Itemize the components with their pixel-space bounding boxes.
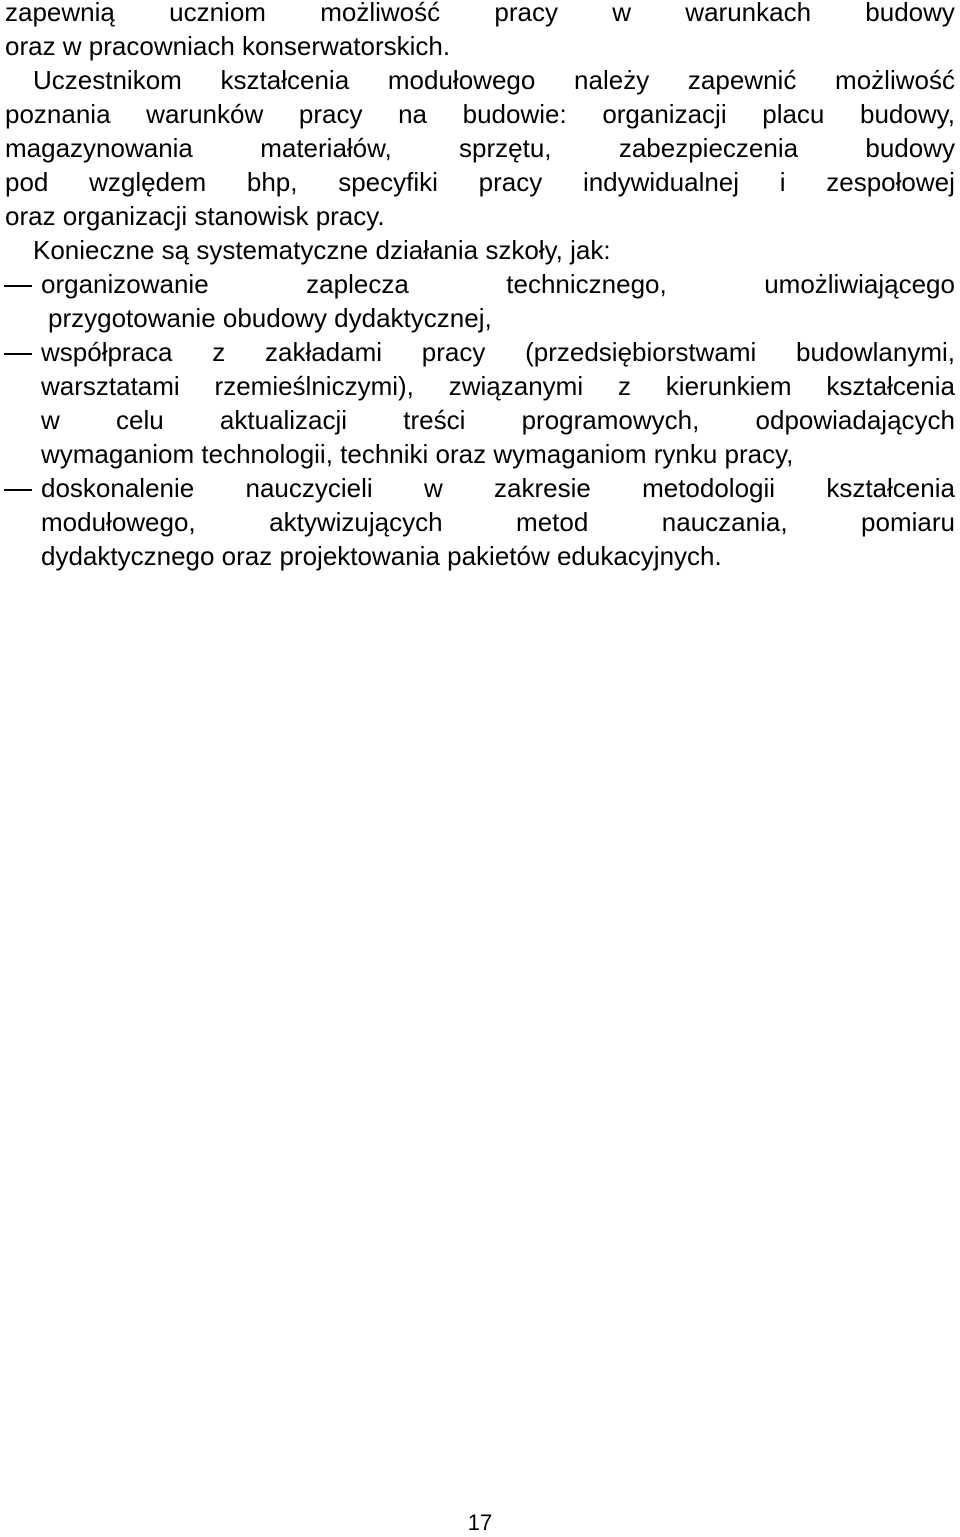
word: możliwość: [835, 65, 955, 95]
word: współpraca: [41, 337, 173, 367]
item1-line1: [41, 267, 955, 301]
word: zakresie: [493, 473, 591, 503]
word: budowie:: [462, 99, 567, 129]
word: względem: [89, 167, 207, 197]
word: z: [212, 337, 226, 367]
word: na: [398, 99, 427, 129]
p2-line3: [5, 131, 955, 165]
word: kształcenia: [220, 65, 350, 95]
word: doskonalenie: [41, 473, 195, 503]
word: z: [617, 371, 631, 401]
list-dash: [4, 489, 32, 491]
word: sprzętu,: [459, 133, 552, 163]
word: Uczestnikom: [33, 65, 182, 95]
word: nauczania,: [661, 507, 788, 537]
word: zabezpieczenia: [618, 133, 799, 163]
word: w: [423, 473, 443, 503]
p3-intro: Konieczne są systematyczne działania szkoły, jak:: [33, 235, 611, 265]
word: uczniom: [169, 0, 266, 27]
word: umożliwiającego: [764, 269, 955, 299]
word: metodologii: [642, 473, 776, 503]
word: organizacji: [602, 99, 727, 129]
word: poznania: [5, 99, 111, 129]
word: specyfiki: [338, 167, 438, 197]
word: zaplecza: [306, 269, 409, 299]
word: budowlanymi,: [796, 337, 955, 367]
word: budowy: [865, 0, 955, 27]
word: warsztatami: [41, 371, 180, 401]
word: aktualizacji: [219, 405, 348, 435]
p1-line1: [5, 0, 955, 29]
word: kształcenia: [826, 473, 955, 503]
item2-line4: wymaganiom technologii, techniki oraz wymaganiom rynku pracy,: [41, 439, 794, 469]
word: metod: [516, 507, 589, 537]
word: w: [612, 0, 632, 27]
p2-line1: [33, 63, 955, 97]
word: warunkach: [685, 0, 812, 27]
word: aktywizujących: [269, 507, 443, 537]
word: bhp,: [246, 167, 298, 197]
word: placu: [762, 99, 825, 129]
p2-line2: [5, 97, 955, 131]
item2-line3: [41, 403, 955, 437]
word: treści: [403, 405, 466, 435]
word: i: [779, 167, 786, 197]
word: pod: [5, 167, 49, 197]
word: budowy: [865, 133, 955, 163]
word: modułowego,: [41, 507, 196, 537]
page-number: 17: [467, 1510, 493, 1535]
word: indywidualnej: [582, 167, 740, 197]
word: materiałów,: [260, 133, 392, 163]
item1-line2: przygotowanie obudowy dydaktycznej,: [48, 303, 492, 333]
word: kierunkiem: [665, 371, 792, 401]
item3-line1: [41, 471, 955, 505]
word: pracy: [478, 167, 543, 197]
item3-line2: [41, 505, 955, 539]
p1-line2: oraz w pracowniach konserwatorskich.: [5, 31, 451, 61]
word: zapewnić: [687, 65, 797, 95]
word: organizowanie: [41, 269, 209, 299]
word: zapewnią: [5, 0, 115, 27]
word: modułowego: [387, 65, 536, 95]
list-dash: [4, 285, 32, 287]
word: należy: [574, 65, 650, 95]
word: kształcenia: [826, 371, 955, 401]
word: celu: [115, 405, 164, 435]
word: programowych,: [521, 405, 700, 435]
word: pomiaru: [861, 507, 955, 537]
word: rzemieślniczymi),: [214, 371, 414, 401]
word: technicznego,: [506, 269, 667, 299]
item2-line1: [41, 335, 955, 369]
word: możliwość: [320, 0, 441, 27]
word: magazynowania: [5, 133, 193, 163]
word: (przedsiębiorstwami: [525, 337, 757, 367]
list-dash: [4, 353, 32, 355]
p2-line4: [5, 165, 955, 199]
word: nauczycieli: [245, 473, 373, 503]
word: zespołowej: [826, 167, 955, 197]
word: w: [41, 405, 60, 435]
word: pracy: [494, 0, 558, 27]
word: związanymi: [448, 371, 584, 401]
word: budowy,: [860, 99, 955, 129]
word: zakładami: [264, 337, 383, 367]
word: pracy: [421, 337, 486, 367]
word: odpowiadających: [755, 405, 955, 435]
word: warunków: [146, 99, 264, 129]
item3-line3: dydaktycznego oraz projektowania pakietów edukacyjnych.: [41, 541, 722, 571]
p2-line5: oraz organizacji stanowisk pracy.: [5, 201, 385, 231]
item2-line2: [41, 369, 955, 403]
word: pracy: [298, 99, 363, 129]
